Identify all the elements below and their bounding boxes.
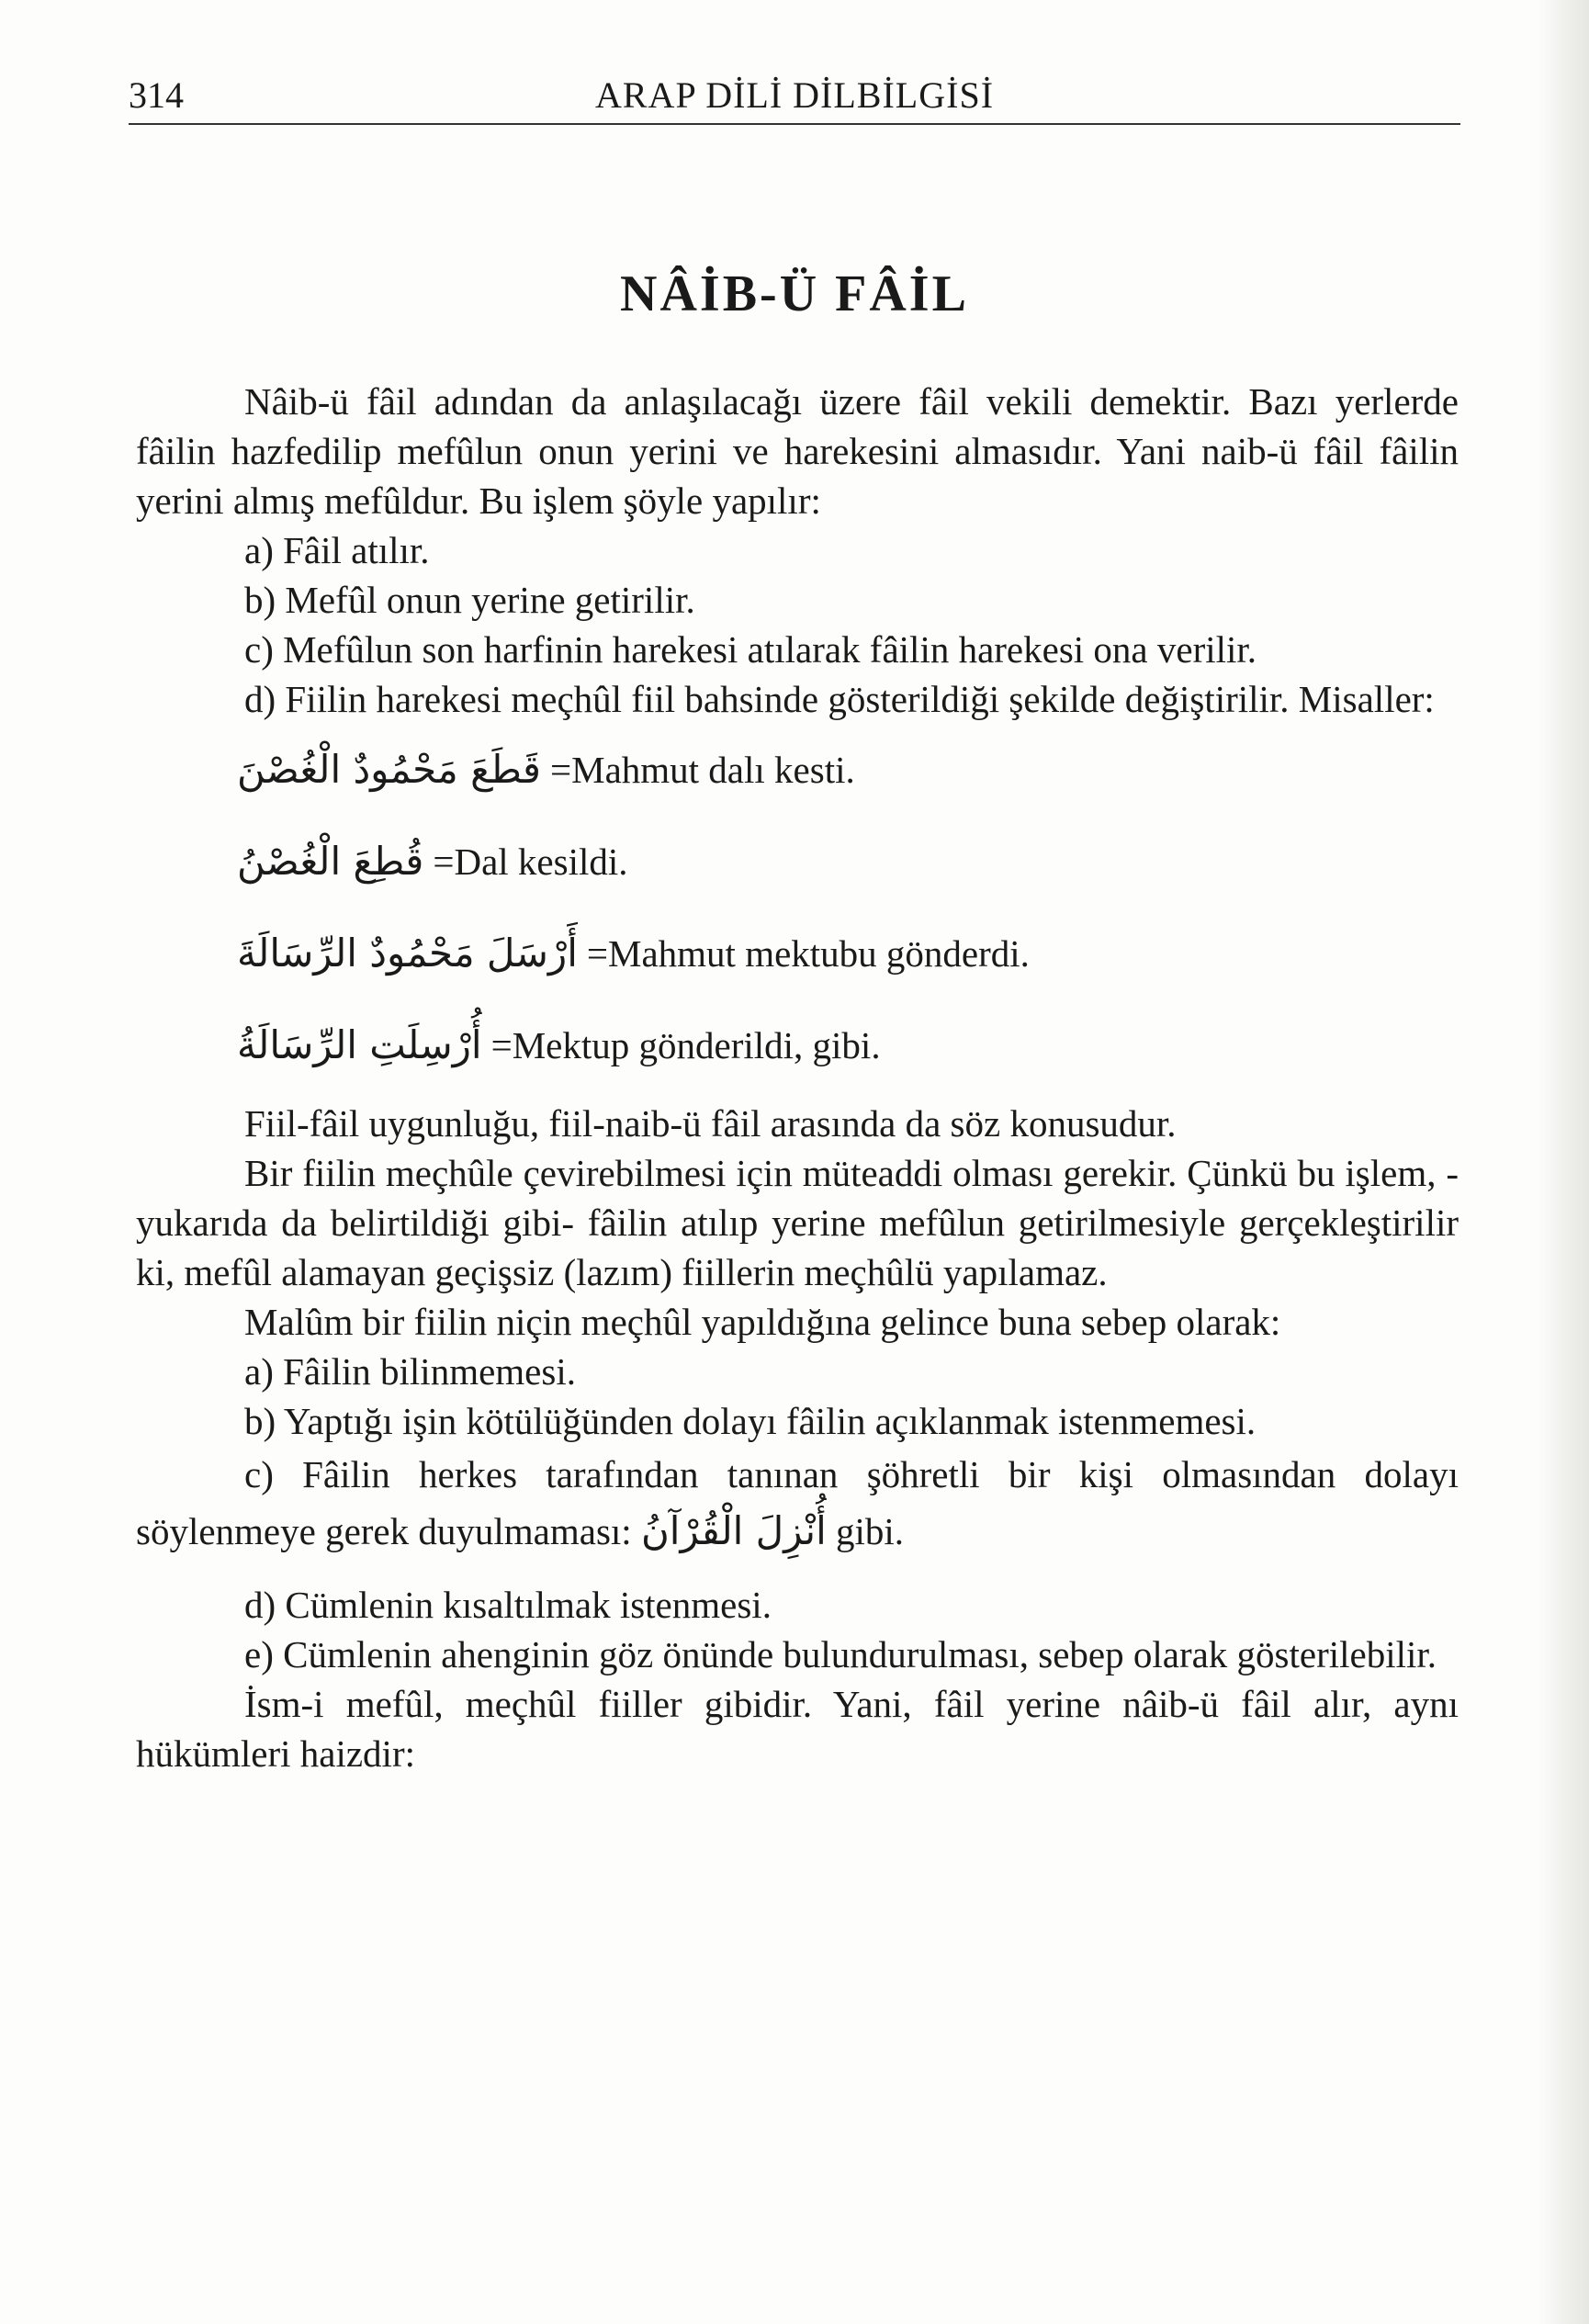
reason-c: [136, 1446, 1459, 1560]
reason-e: e) Cümlenin ahenginin göz önünde bulundurulması, sebep olarak gösterilebilir.: [244, 1633, 1437, 1675]
intro-paragraph: Nâib-ü fâil adından da anlaşılacağı üzere fâil vekili demektir. Bazı yerlerde fâilin hazfedilip mefûlun onun yerini ve harekesini almasıdır. Yani naib-ü fâil fâilin yerini almış mefûldur. Bu işlem şöyle yapılır:: [136, 380, 1459, 522]
page-edge-shadow: [1538, 0, 1589, 2324]
spacer: [136, 1091, 1459, 1099]
reason-d: d) Cümlenin kısaltılmak istenmesi.: [244, 1584, 772, 1626]
spacer: [136, 1560, 1459, 1580]
header-rule: [129, 123, 1460, 125]
example-meaning: =Mektup gönderildi, gibi.: [490, 1024, 881, 1066]
page-number: 314: [129, 74, 184, 116]
example-arabic: قُطِعَ الْغُصْنُ: [237, 839, 424, 884]
transitive-paragraph: Bir fiilin meçhûle çevirebilmesi için müteaddi olması gerekir. Çünkü bu işlem, -yukarıda da belirtildiği gibi- fâilin atılıp yerine mefûlun getirilmesiyle gerçekleştirilir ki, mefûl alamayan geçişsiz (lazım) fiillerin meçhûlü yapılamaz.: [136, 1152, 1459, 1293]
step-c: c) Mefûlun son harfinin harekesi atılarak fâilin harekesi ona verilir.: [244, 628, 1257, 671]
step-a: a) Fâil atılır.: [244, 529, 430, 571]
reasons-paragraph: Malûm bir fiilin niçin meçhûl yapıldığına gelince buna sebep olarak:: [244, 1301, 1281, 1343]
example-meaning: =Mahmut mektubu gönderdi.: [586, 932, 1030, 975]
step-d: d) Fiilin harekesi meçhûl fiil bahsinde gösterildiği şekilde değiştirilir. Misaller:: [244, 678, 1435, 720]
chapter-title: NÂİB-Ü FÂİL: [620, 265, 969, 322]
example-meaning: =Dal kesildi.: [433, 840, 628, 883]
example-row: [136, 724, 1459, 816]
example-row: [136, 816, 1459, 908]
reason-c-tail: gibi.: [835, 1510, 905, 1552]
reason-c-arabic: أُنْزِلَ الْقُرْآنُ: [640, 1508, 827, 1553]
reason-c-text: c) Fâilin herkes tarafından tanınan şöhretli bir kişi olmasından dolayı söylenmeye gerek duyulmaması:: [136, 1453, 1459, 1552]
reason-b: b) Yaptığı işin kötülüğünden dolayı fâilin açıklanmak istenmemesi.: [244, 1400, 1257, 1442]
running-title: ARAP DİLİ DİLBİLGİSİ: [594, 74, 995, 116]
example-meaning: =Mahmut dalı kesti.: [550, 749, 855, 791]
reason-a: a) Fâilin bilinmemesi.: [244, 1350, 576, 1393]
agreement-paragraph: Fiil-fâil uygunluğu, fiil-naib-ü fâil arasında da söz konusudur.: [244, 1102, 1177, 1145]
page-header: [129, 66, 1460, 127]
example-arabic: أُرْسِلَتِ الرِّسَالَةُ: [237, 1022, 482, 1067]
example-arabic: قَطَعَ مَحْمُودٌ الْغُصْنَ: [237, 747, 541, 792]
example-row: [136, 999, 1459, 1091]
ismi-meful-paragraph: İsm-i mefûl, meçhûl fiiller gibidir. Yani, fâil yerine nâib-ü fâil alır, aynı hükümleri haizdir:: [136, 1683, 1459, 1775]
example-row: [136, 908, 1459, 999]
example-arabic: أَرْسَلَ مَحْمُودٌ الرِّسَالَةَ: [237, 931, 578, 976]
body-text: [136, 377, 1459, 1778]
step-b: b) Mefûl onun yerine getirilir.: [244, 579, 695, 621]
